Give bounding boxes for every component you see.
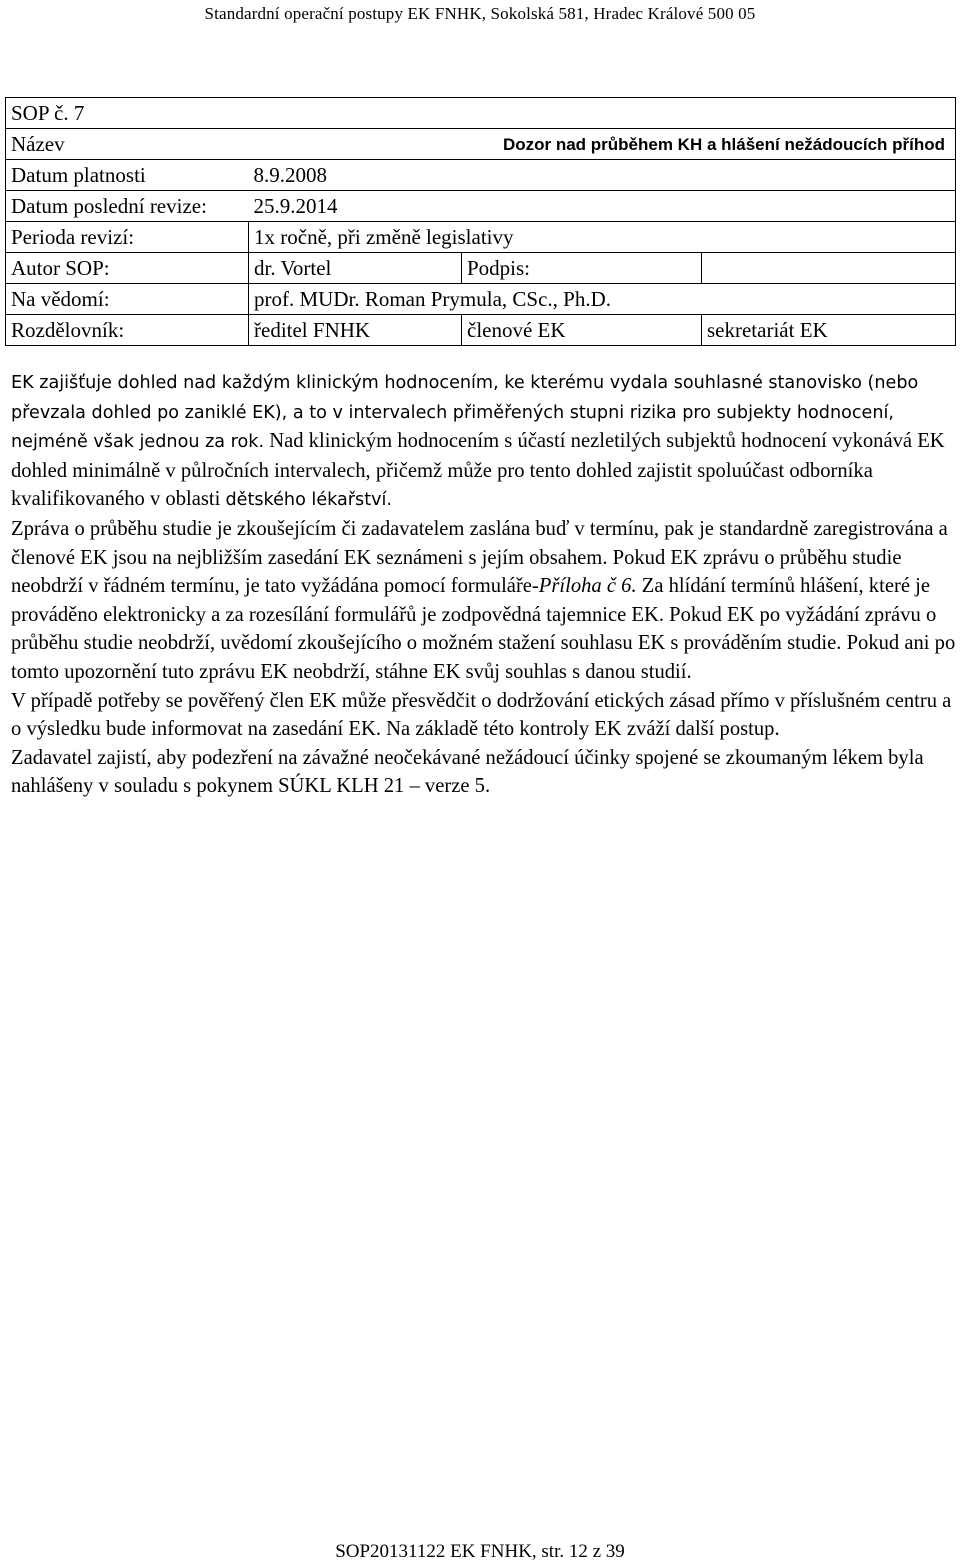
- distribution-recipient-secretariat: sekretariát EK: [702, 315, 956, 346]
- sop-info-table: [5, 97, 956, 346]
- page-footer: SOP20131122 EK FNHK, str. 12 z 39: [335, 1541, 625, 1562]
- annex-reference: Příloha č 6.: [538, 575, 637, 598]
- paragraph-progress-report: [11, 515, 956, 687]
- distribution-row: [6, 315, 956, 346]
- validity-row: [6, 160, 956, 191]
- validity-label: Datum platnosti: [6, 160, 249, 191]
- validity-value: 8.9.2008: [249, 160, 956, 191]
- distribution-recipient-director: ředitel FNHK: [249, 315, 462, 346]
- author-row: [6, 253, 956, 284]
- acknowledged-row: [6, 284, 956, 315]
- acknowledged-label: Na vědomí:: [6, 284, 249, 315]
- sop-number: SOP č. 7: [6, 98, 956, 129]
- last-revision-value: 25.9.2014: [249, 191, 956, 222]
- paragraph-site-inspection: V případě potřeby se pověřený člen EK může přesvědčit o dodržování etických zásad přímo v příslušném centru a o výsledku bude informovat na zasedání EK. Na základě této kontroly EK zváží další postup.: [11, 689, 952, 741]
- acknowledged-value: prof. MUDr. Roman Prymula, CSc., Ph.D.: [249, 284, 956, 315]
- paragraph-supervision-intro: EK zajišťuje dohled nad každým klinickým hodnocením, ke kterému vydala souhlasné stanovisko (nebo převzala dohled po zaniklé EK), a to v intervalech přiměřených stupni rizika pro subjekty hodnocení, nejméně však jednou za rok.: [11, 373, 919, 453]
- name-label: Název: [6, 129, 249, 160]
- revision-period-label: Perioda revizí:: [6, 222, 249, 253]
- paragraph-progress-report-a: Zpráva o průběhu studie je zkoušejícím či zadavatelem zaslána buď v termínu, pak je standardně zaregistrována a členové EK jsou na nejbližším zasedání EK seznámeni s jejím obsahem. Pokud EK zprávu o průběhu studie neobdrží v řádném termínu, je tato vyžádána pomocí formuláře-: [11, 517, 948, 598]
- revision-period-value: 1x ročně, při změně legislativy: [249, 222, 956, 253]
- author-value: dr. Vortel: [249, 253, 462, 284]
- name-row: [6, 129, 956, 160]
- page-header: Standardní operační postupy EK FNHK, Sokolská 581, Hradec Králové 500 05: [204, 4, 756, 23]
- paragraph-supervision-end: dětského lékařství.: [225, 490, 392, 511]
- sop-body: [11, 368, 956, 801]
- paragraph-adverse-reactions: Zadavatel zajistí, aby podezření na závažné neočekávané nežádoucí účinky spojené se zkoumaným lékem byla nahlášeny v souladu s pokynem SÚKL KLH 21 – verze 5.: [11, 746, 924, 798]
- paragraph-supervision: [11, 368, 956, 515]
- paragraph-progress-report-b: Za hlídání termínů hlášení, které je prováděno elektronicky a za rozesílání formulářů je zodpovědná tajemnice EK. Pokud EK po vyžádání zprávu o průběhu studie neobdrží, uvědomí zkoušejícího o možném stažení souhlasu EK s prováděním studie. Pokud ani po tomto upozornění tuto zprávu EK neobdrží, stáhne EK svůj souhlas s danou studií.: [11, 575, 956, 683]
- signature-label: Podpis:: [462, 253, 702, 284]
- sop-number-row: [6, 98, 956, 129]
- sop-title: Dozor nad průběhem KH a hlášení nežádoucích příhod: [249, 129, 956, 160]
- signature-field: [702, 253, 956, 284]
- distribution-label: Rozdělovník:: [6, 315, 249, 346]
- distribution-recipient-members: členové EK: [462, 315, 702, 346]
- author-label: Autor SOP:: [6, 253, 249, 284]
- paragraph-supervision-minors: Nad klinickým hodnocením s účastí nezletilých subjektů hodnocení vykonává EK dohled minimálně v půlročních intervalech, přičemž může pro tento dohled zajistit spoluúčast odborníka kvalifikovaného v oblasti: [11, 430, 945, 511]
- last-revision-row: [6, 191, 956, 222]
- last-revision-label: Datum poslední revize:: [6, 191, 249, 222]
- revision-period-row: [6, 222, 956, 253]
